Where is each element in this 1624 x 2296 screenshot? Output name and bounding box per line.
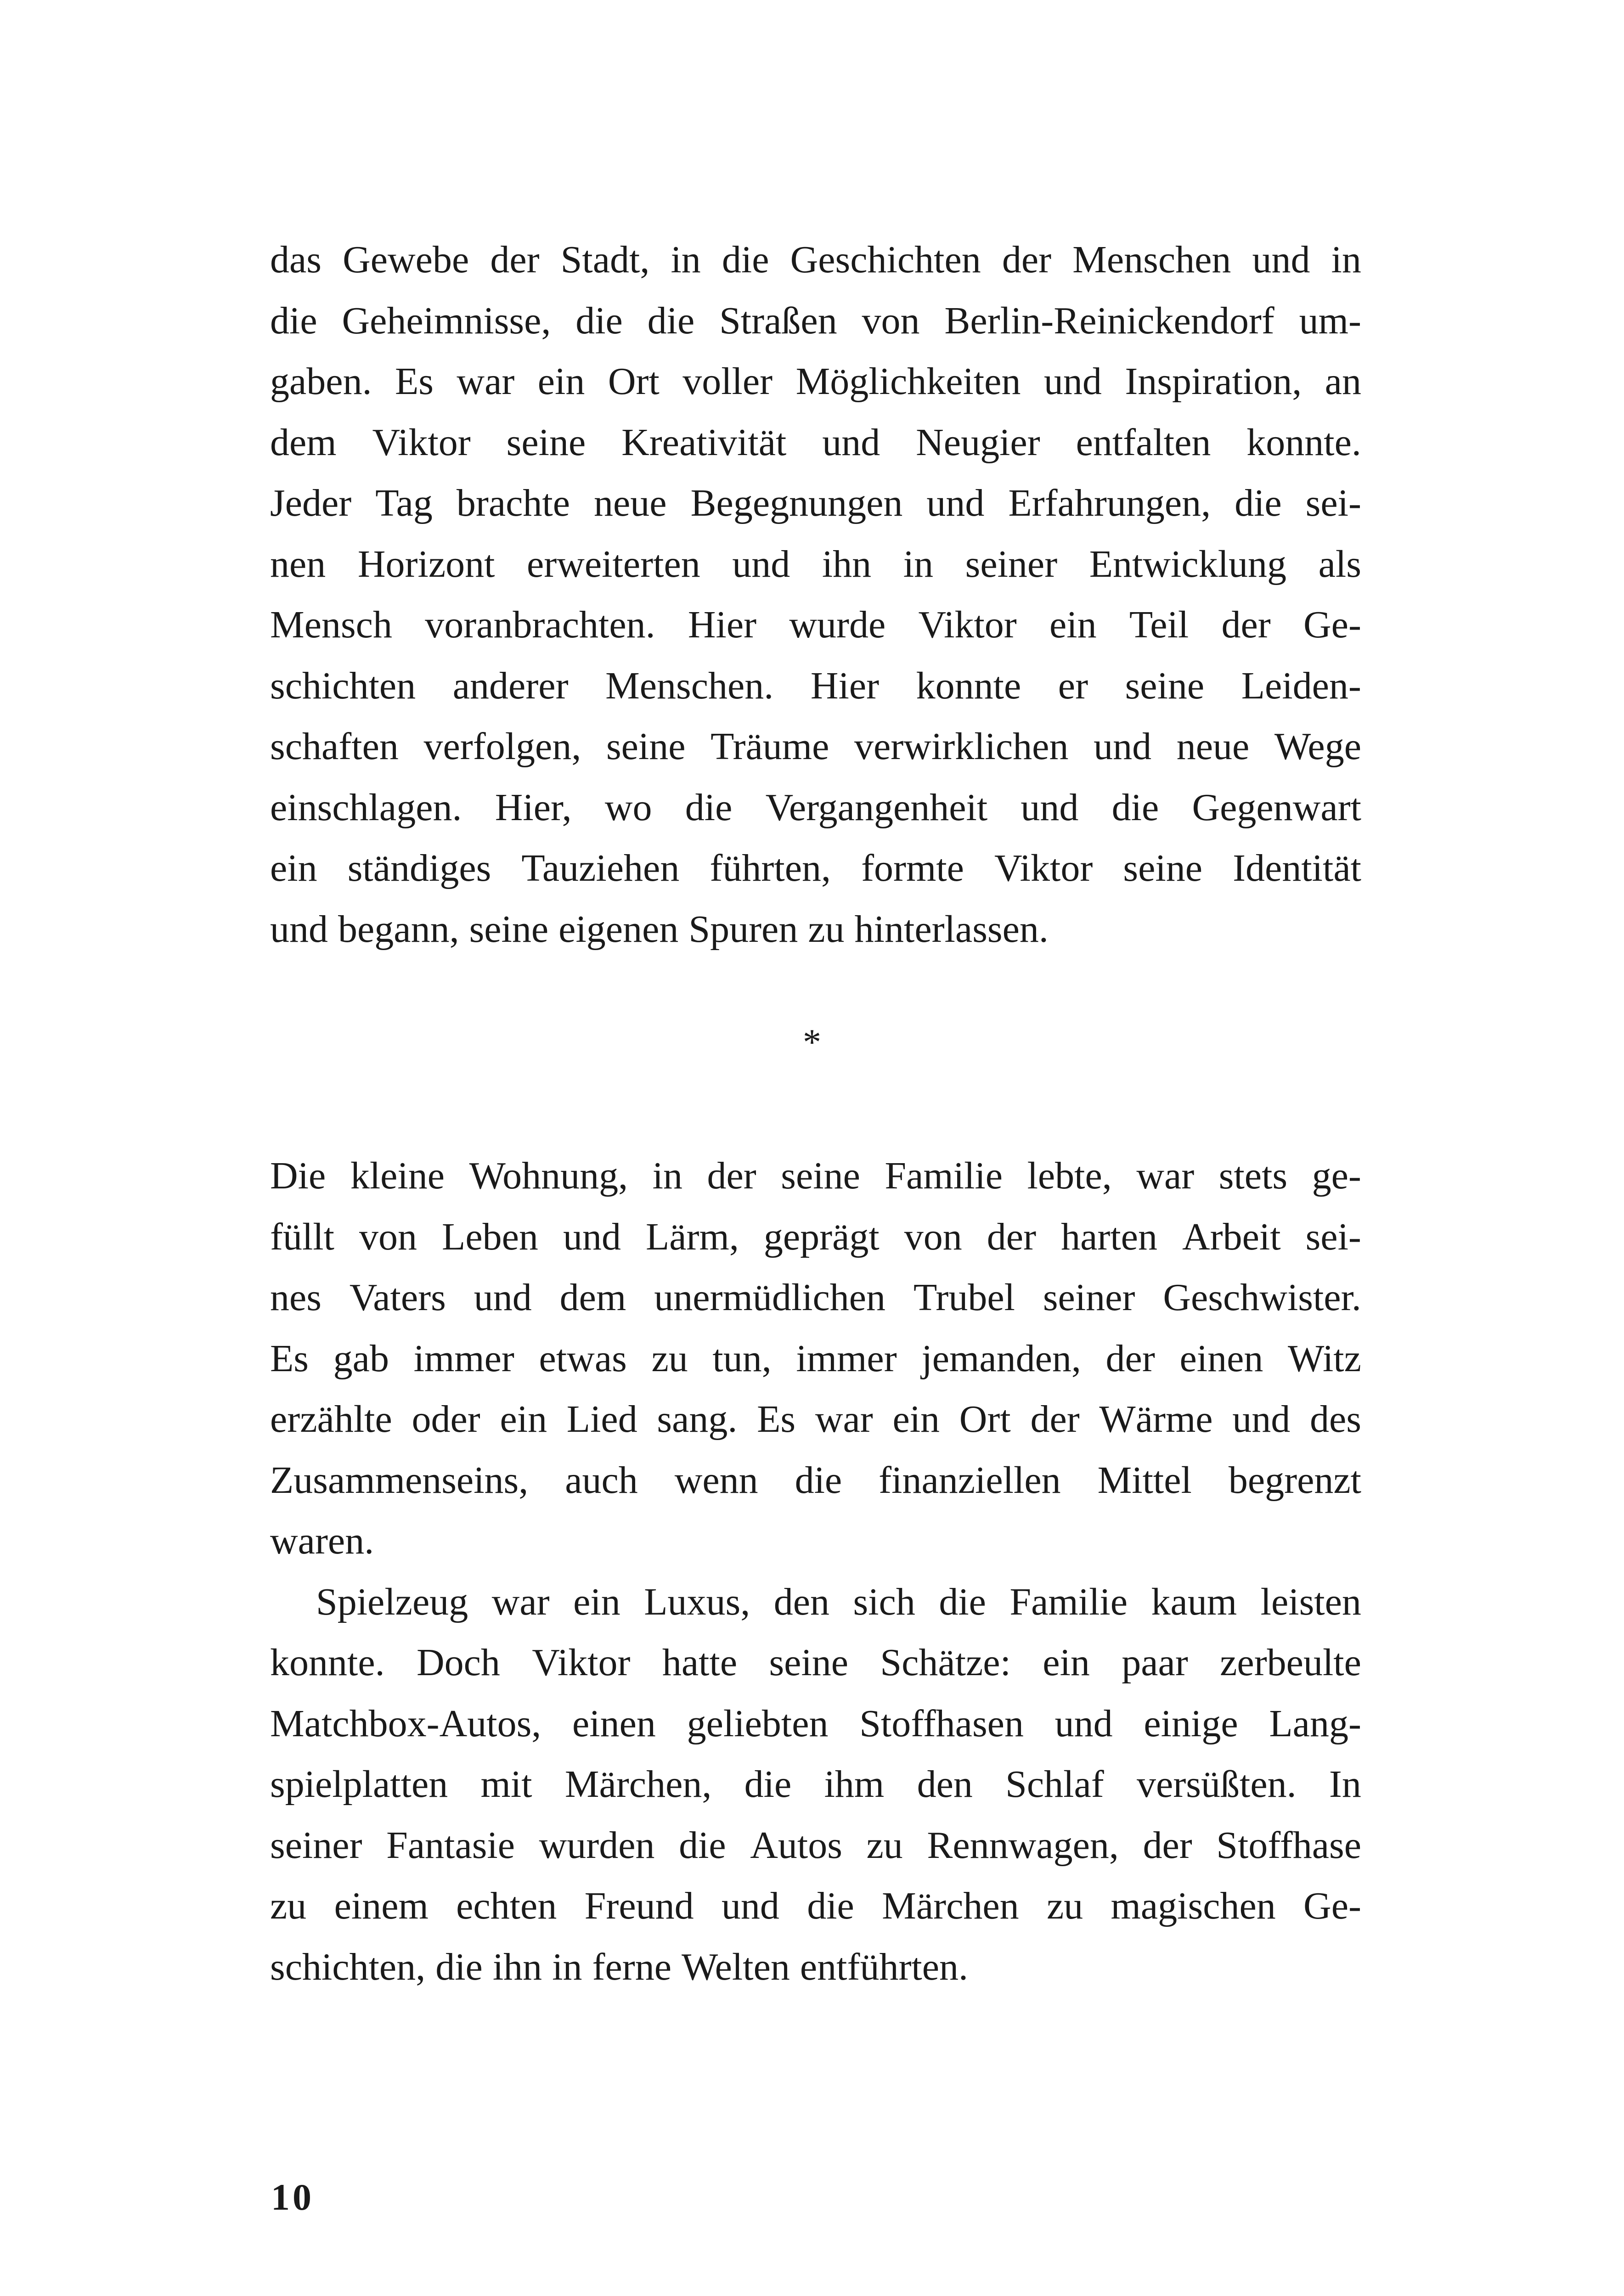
text-line: erzählte oder ein Lied sang. Es war ein Ort der Wärme und des (270, 1398, 1361, 1441)
text-line: gaben. Es war ein Ort voller Möglichkeiten und Inspiration, an (270, 360, 1361, 403)
paragraph (270, 230, 1361, 960)
text-line: Spielzeug war ein Luxus, den sich die Familie kaum leisten (316, 1580, 1361, 1623)
text-line: schaften verfolgen, seine Träume verwirklichen und neue Wege (270, 725, 1361, 768)
text-line: seiner Fantasie wurden die Autos zu Rennwagen, der Stoffhase (270, 1823, 1361, 1867)
text-line: schichten, die ihn in ferne Welten entführten. (270, 1945, 969, 1988)
text-line: füllt von Leben und Lärm, geprägt von der harten Arbeit sei- (270, 1215, 1361, 1258)
section-separator: * (803, 1022, 821, 1063)
text-line: Mensch voranbrachten. Hier wurde Viktor ein Teil der Ge- (270, 603, 1361, 646)
text-line: Zusammenseins, auch wenn die finanziellen Mittel begrenzt (270, 1458, 1361, 1502)
text-line: waren. (270, 1519, 374, 1562)
paragraph (270, 1146, 1361, 1572)
text-line: nes Vaters und dem unermüdlichen Trubel seiner Geschwister. (270, 1276, 1361, 1319)
text-line: Es gab immer etwas zu tun, immer jemanden, der einen Witz (270, 1337, 1361, 1380)
text-line: schichten anderer Menschen. Hier konnte er seine Leiden- (270, 664, 1361, 707)
text-line: zu einem echten Freund und die Märchen zu magischen Ge- (270, 1885, 1361, 1927)
text-line: ein ständiges Tauziehen führten, formte Viktor seine Identität (270, 847, 1361, 889)
text-line: Die kleine Wohnung, in der seine Familie lebte, war stets ge- (270, 1154, 1361, 1197)
text-section-1 (270, 230, 1361, 960)
paragraph (270, 1572, 1361, 1998)
text-line: die Geheimnisse, die die Straßen von Berlin-Reinickendorf um- (270, 299, 1361, 342)
text-line: einschlagen. Hier, wo die Vergangenheit und die Gegenwart (270, 786, 1361, 829)
text-line: spielplatten mit Märchen, die ihm den Schlaf versüßten. In (270, 1763, 1361, 1806)
text-line: das Gewebe der Stadt, in die Geschichten der Menschen und in (270, 238, 1361, 281)
page-number: 10 (271, 2176, 314, 2218)
text-line: Matchbox-Autos, einen geliebten Stoffhasen und einige Lang- (270, 1702, 1361, 1745)
text-section-2 (270, 1146, 1361, 1998)
text-line: Jeder Tag brachte neue Begegnungen und Erfahrungen, die sei- (270, 482, 1361, 524)
text-line: konnte. Doch Viktor hatte seine Schätze: ein paar zerbeulte (270, 1641, 1361, 1684)
text-line: dem Viktor seine Kreativität und Neugier entfalten konnte. (270, 421, 1361, 464)
text-line: und begann, seine eigenen Spuren zu hinterlassen. (270, 907, 1049, 951)
text-line: nen Horizont erweiterten und ihn in seiner Entwicklung als (270, 542, 1361, 585)
